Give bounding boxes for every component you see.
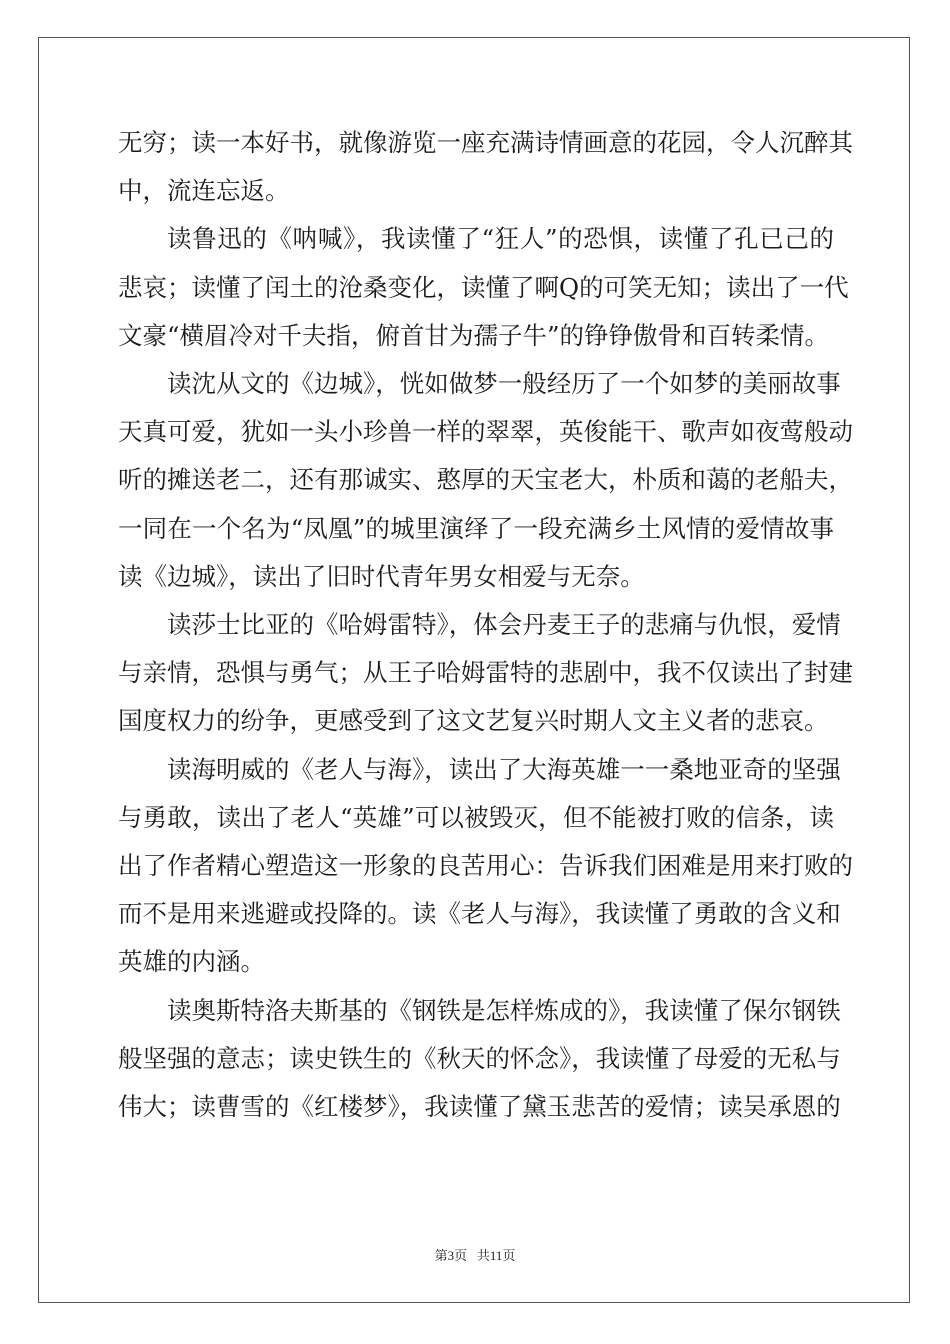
paragraph-line: 般坚强的意志；读史铁生的《秋天的怀念》，我读懂了母爱的无私与 — [118, 1043, 841, 1073]
paragraph-line: 读沈从文的《边城》，恍如做梦一般经历了一个如梦的美丽故事 — [167, 369, 841, 398]
paragraph-line: 读莎士比亚的《哈姆雷特》，体会丹麦王子的悲痛与仇恨，爱情 — [167, 610, 841, 639]
paragraph-line: 与亲情，恐惧与勇气；从王子哈姆雷特的悲剧中，我不仅读出了封建 — [118, 658, 853, 688]
paragraph-line: 出了作者精心塑造这一形象的良苦用心：告诉我们困难是用来打败的 — [118, 851, 853, 880]
page-total: 共11页 — [476, 1248, 516, 1263]
page-number: 第3页 — [434, 1248, 468, 1263]
paragraph-line: 中，流连忘返。 — [118, 176, 290, 206]
paragraph-line: 读海明威的《老人与海》，读出了大海英雄一一桑地亚奇的坚强 — [167, 754, 841, 784]
paragraph-line: 一同在一个名为“凤凰”的城里演绎了一段充满乡土风情的爱情故事 — [118, 513, 834, 543]
paragraph-line: 与勇敢，读出了老人“英雄”可以被毁灭，但不能被打败的信条，读 — [118, 802, 834, 832]
paragraph-line: 英雄的内涵。 — [118, 947, 265, 977]
paragraph-line: 读奥斯特洛夫斯基的《钢铁是怎样炼成的》，我读懂了保尔钢铁 — [167, 995, 841, 1025]
paragraph-line: 悲哀；读懂了闰土的沧桑变化，读懂了啊Q的可笑无知；读出了一代 — [118, 272, 849, 302]
paragraph-line: 伟大；读曹雪的《红楼梦》，我读懂了黛玉悲苦的爱情；读吴承恩的 — [118, 1092, 841, 1121]
paragraph-line: 读鲁迅的《呐喊》，我读懂了“狂人”的恐惧，读懂了孔已己的 — [167, 224, 834, 254]
page-footer — [0, 1245, 950, 1264]
paragraph-line: 文豪“横眉冷对千夫指，俯首甘为孺子牛”的铮铮傲骨和百转柔情。 — [118, 320, 830, 350]
paragraph-line: 天真可爱，犹如一头小珍兽一样的翠翠，英俊能干、歌声如夜莺般动 — [118, 417, 853, 447]
paragraph-line: 读《边城》，读出了旧时代青年男女相爱与无奈。 — [118, 561, 645, 591]
paragraph-line: 听的摊送老二，还有那诚实、憨厚的天宝老大，朴质和蔼的老船夫， — [118, 465, 853, 495]
paragraph-line: 无穷；读一本好书，就像游览一座充满诗情画意的花园，令人沉醉其 — [118, 128, 853, 157]
paragraph-line: 而不是用来逃避或投降的。读《老人与海》，我读懂了勇敢的含义和 — [118, 899, 841, 929]
paragraph-line: 国度权力的纷争，更感受到了这文艺复兴时期人文主义者的悲哀。 — [118, 706, 829, 736]
